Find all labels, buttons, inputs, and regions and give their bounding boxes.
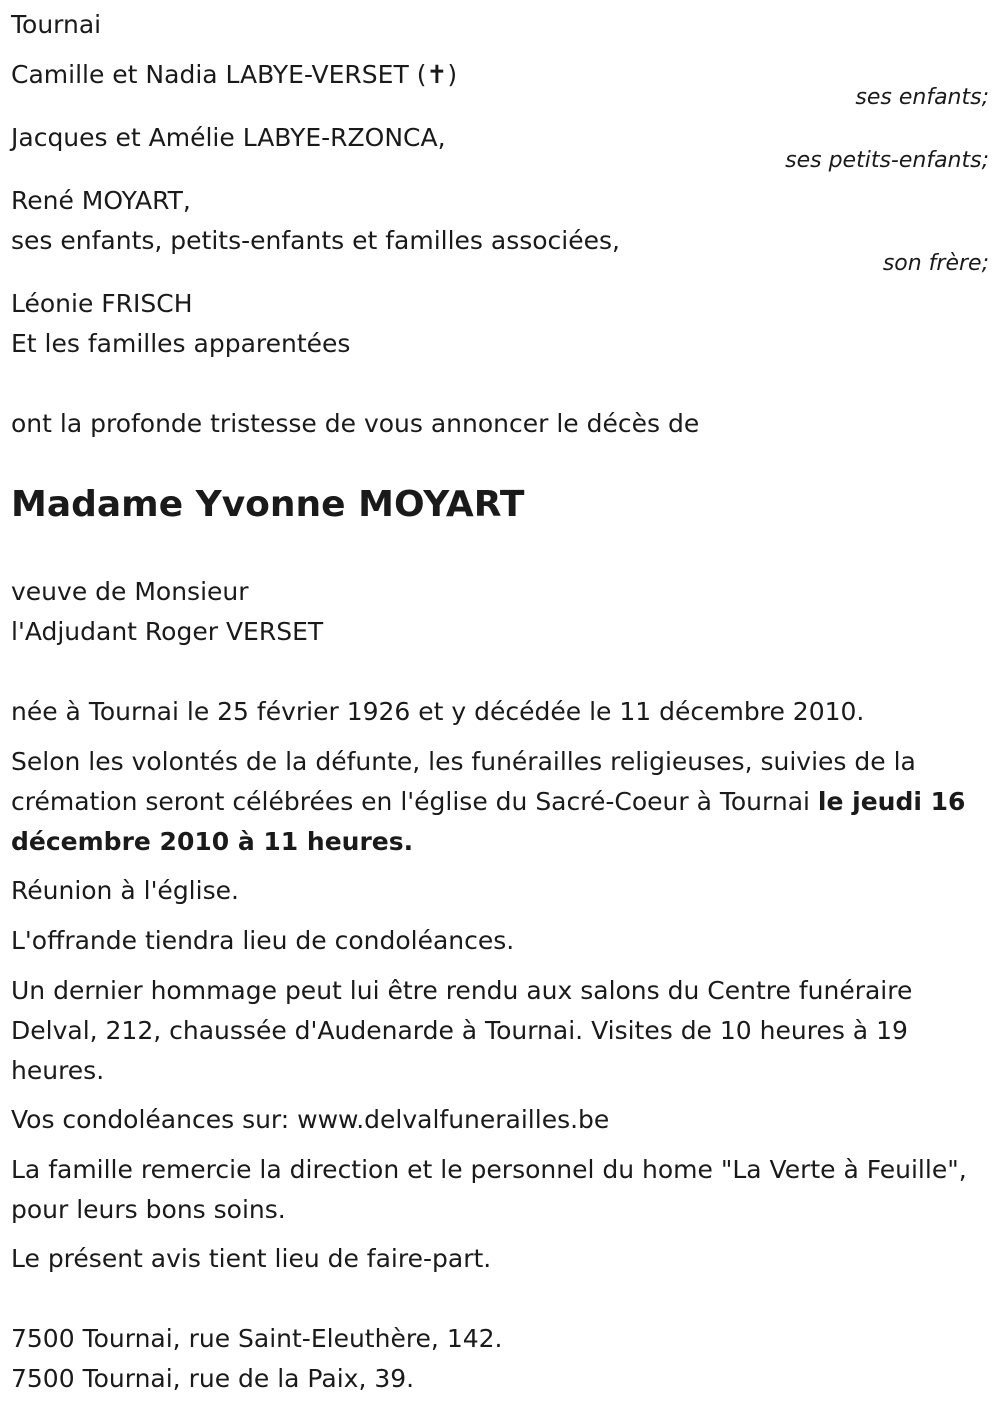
funeral-paragraph (11, 742, 986, 862)
meeting-line: Réunion à l'église. (11, 876, 239, 905)
children-role: ses enfants; (855, 85, 989, 110)
brother-name: René MOYART, (11, 186, 191, 215)
widow-line-2: l'Adjudant Roger VERSET (11, 617, 324, 646)
funeral-text: Selon les volontés de la défunte, les funérailles religieuses, suivies de la crémation seront célébrées en l'église du Sacré-Coeur à Tournai (11, 747, 916, 816)
grandchildren-names: Jacques et Amélie LABYE-RZONCA, (11, 123, 446, 152)
grandchildren-role: ses petits-enfants; (785, 148, 989, 173)
widow-line-1: veuve de Monsieur (11, 577, 249, 606)
thanks-paragraph: La famille remercie la direction et le personnel du home "La Verte à Feuille", pour leurs bons soins. (11, 1155, 967, 1224)
condolences-line: Vos condoléances sur: www.delvalfunerailles.be (11, 1105, 610, 1134)
address-1: 7500 Tournai, rue Saint-Eleuthère, 142. (11, 1324, 503, 1353)
relatives-line: Et les familles apparentées (11, 329, 351, 358)
city-header: Tournai (11, 10, 102, 39)
brother-role: son frère; (882, 251, 989, 276)
other-relative: Léonie FRISCH (11, 289, 193, 318)
offering-line: L'offrande tiendra lieu de condoléances. (11, 926, 515, 955)
notice-line: Le présent avis tient lieu de faire-part. (11, 1244, 492, 1273)
funeral-date: le jeudi 16 décembre 2010 à 11 heures. (11, 787, 966, 856)
brother-family: ses enfants, petits-enfants et familles associées, (11, 226, 620, 255)
children-names: Camille et Nadia LABYE-VERSET (✝) (11, 60, 458, 89)
birth-death-line: née à Tournai le 25 février 1926 et y décédée le 11 décembre 2010. (11, 697, 865, 726)
tribute-paragraph: Un dernier hommage peut lui être rendu aux salons du Centre funéraire Delval, 212, chaussée d'Audenarde à Tournai. Visites de 10 heures à 19 heures. (11, 976, 913, 1085)
address-2: 7500 Tournai, rue de la Paix, 39. (11, 1364, 415, 1393)
deceased-name: Madame Yvonne MOYART (11, 484, 525, 525)
announcement-intro: ont la profonde tristesse de vous annoncer le décès de (11, 409, 700, 438)
